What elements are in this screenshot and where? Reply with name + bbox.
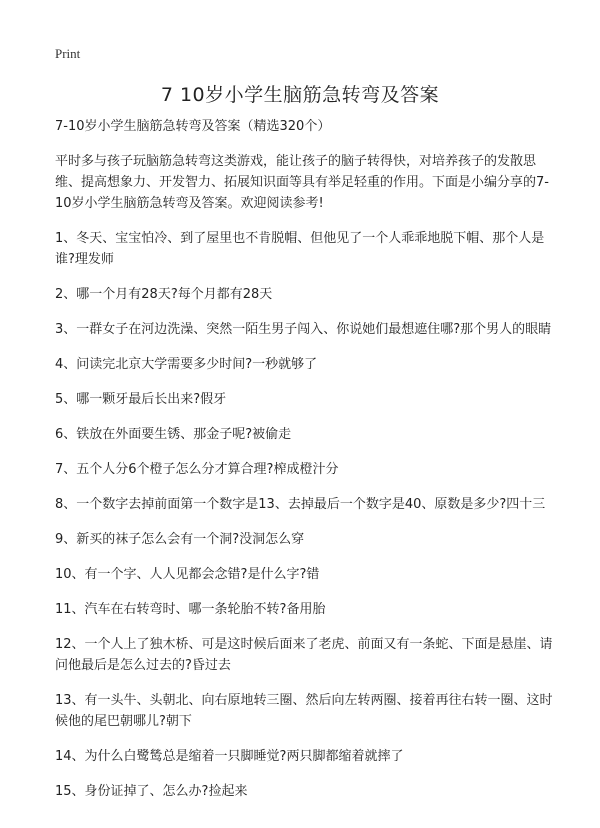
document-body	[55, 116, 553, 816]
riddle-item-6: 6、铁放在外面要生锈、那金子呢?被偷走	[55, 427, 292, 442]
riddle-item-14: 14、为什么白鹭鸶总是缩着一只脚睡觉?两只脚都缩着就摔了	[55, 749, 404, 764]
riddle-item-15: 15、身份证掉了、怎么办?捡起来	[55, 784, 248, 799]
print-label: Print	[55, 46, 81, 61]
riddle-item-1: 1、冬天、宝宝怕冷、到了屋里也不肯脱帽、但他见了一个人乖乖地脱下帽、那个人是谁?理发师	[55, 231, 545, 267]
page-title: 7 10岁小学生脑筋急转弯及答案	[160, 84, 440, 106]
riddle-item-12: 12、一个人上了独木桥、可是这时候后面来了老虎、前面又有一条蛇、下面是悬崖、请问他最后是怎么过去的?昏过去	[55, 637, 553, 673]
riddle-item-11: 11、汽车在右转弯时、哪一条轮胎不转?备用胎	[55, 602, 326, 617]
riddle-item-9: 9、新买的袜子怎么会有一个洞?没洞怎么穿	[55, 532, 305, 547]
riddle-item-13: 13、有一头牛、头朝北、向右原地转三圈、然后向左转两圈、接着再往右转一圈、这时候他的尾巴朝哪儿?朝下	[55, 693, 553, 729]
intro-paragraph: 平时多与孩子玩脑筋急转弯这类游戏，能让孩子的脑子转得快，对培养孩子的发散思维、提高想象力、开发智力、拓展知识面等具有举足轻重的作用。下面是小编分享的7-10岁小学生脑筋急转弯及答案。欢迎阅读参考!	[55, 154, 549, 211]
riddle-item-4: 4、问读完北京大学需要多少时间?一秒就够了	[55, 357, 318, 372]
riddle-item-10: 10、有一个字、人人见都会念错?是什么字?错	[55, 567, 320, 582]
riddle-item-5: 5、哪一颗牙最后长出来?假牙	[55, 392, 227, 407]
riddle-item-8: 8、一个数字去掉前面第一个数字是13、去掉最后一个数字是40、原数是多少?四十三	[55, 497, 546, 512]
subtitle: 7-10岁小学生脑筋急转弯及答案（精选320个）	[55, 119, 331, 134]
riddle-item-7: 7、五个人分6个橙子怎么分才算合理?榨成橙汁分	[55, 462, 339, 477]
riddle-item-3: 3、一群女子在河边洗澡、突然一陌生男子闯入、你说她们最想遮住哪?那个男人的眼睛	[55, 322, 552, 337]
riddle-item-2: 2、哪一个月有28天?每个月都有28天	[55, 287, 273, 302]
